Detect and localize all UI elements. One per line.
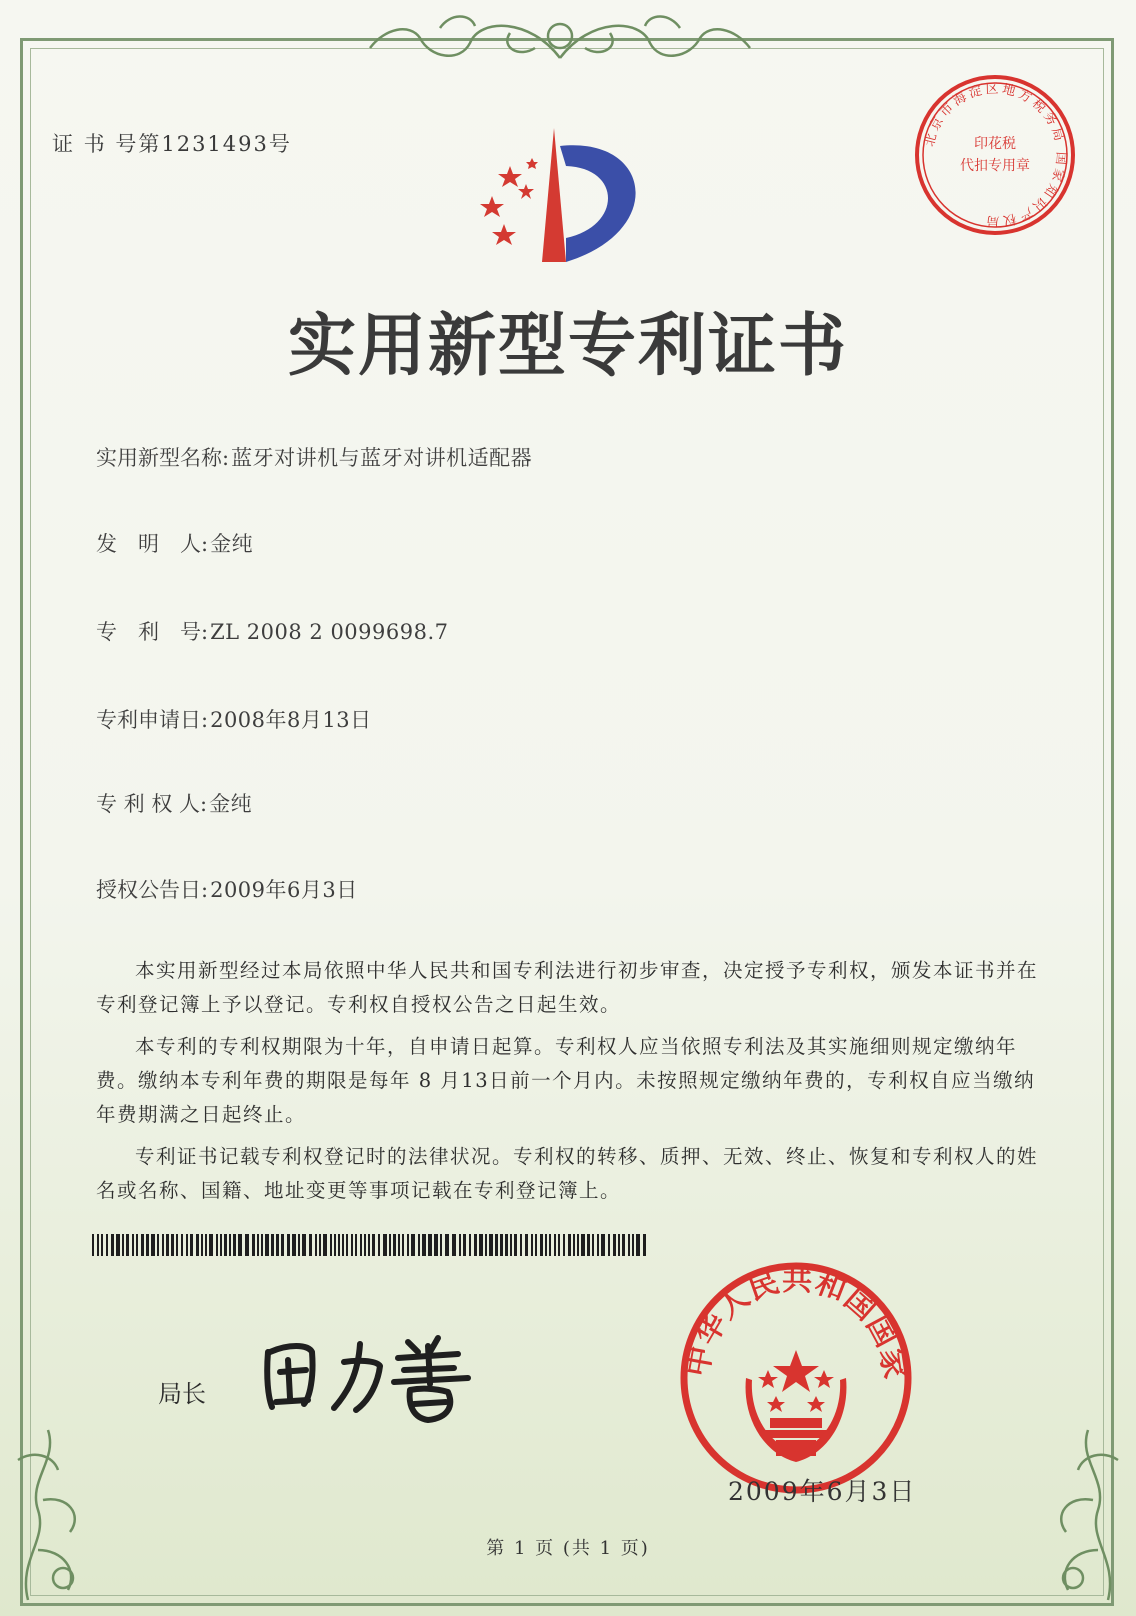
barcode-bar — [393, 1234, 396, 1256]
field-label: 发 明 人: — [96, 532, 209, 556]
barcode-bar — [422, 1234, 426, 1256]
barcode-bar — [485, 1234, 487, 1256]
barcode-bar — [520, 1234, 522, 1256]
barcode-bar — [216, 1234, 218, 1256]
barcode-bar — [116, 1234, 120, 1256]
barcode-bar — [573, 1234, 575, 1256]
barcode-bar — [111, 1234, 114, 1256]
barcode-bar — [474, 1234, 477, 1256]
barcode-bar — [469, 1234, 471, 1256]
barcode-bar — [445, 1234, 449, 1256]
barcode-bar — [622, 1234, 625, 1256]
barcode-bar — [252, 1234, 255, 1256]
field-label: 专 利 权 人: — [96, 792, 208, 816]
barcode-bar — [319, 1234, 321, 1256]
tax-stamp-ring-text: 北京市海淀区地方税务局 国家知识产权局 — [922, 81, 1069, 229]
director-signature — [258, 1322, 498, 1436]
barcode-bar — [238, 1234, 242, 1256]
barcode-bar — [224, 1234, 227, 1256]
barcode-bar — [355, 1234, 357, 1256]
barcode-bar — [389, 1234, 391, 1256]
barcode-bar — [368, 1234, 370, 1256]
barcode-bar — [383, 1234, 387, 1256]
field-utility-model-name — [96, 442, 532, 472]
patent-office-seal — [676, 1258, 916, 1502]
field-label: 专利申请日: — [96, 708, 209, 732]
office-seal-ring-text: 中华人民共和国国家 — [680, 1262, 913, 1383]
barcode-bar — [601, 1234, 605, 1256]
barcode-bar — [608, 1234, 610, 1256]
body-paragraph: 专利证书记载专利权登记时的法律状况。专利权的转移、质押、无效、终止、恢复和专利权人的姓名或名称、国籍、地址变更等事项记载在专利登记簿上。 — [96, 1145, 1039, 1202]
barcode-bar — [372, 1234, 375, 1256]
barcode-bar — [265, 1234, 269, 1256]
barcode-bar — [233, 1234, 236, 1256]
barcode-bar — [489, 1234, 493, 1256]
barcode-bar — [342, 1234, 344, 1256]
barcode-bar — [428, 1234, 432, 1256]
barcode — [92, 1234, 652, 1260]
certificate-number: 证 书 号第1231493号 — [52, 132, 292, 156]
field-value: ZL 2008 2 0099698.7 — [210, 620, 449, 644]
certificate-title: 实用新型专利证书 — [287, 306, 848, 386]
barcode-bar — [151, 1234, 155, 1256]
barcode-bar — [281, 1234, 284, 1256]
barcode-bar — [141, 1234, 144, 1256]
barcode-bar — [209, 1234, 213, 1256]
barcode-bar — [287, 1234, 290, 1256]
barcode-bar — [618, 1234, 620, 1256]
barcode-bar — [632, 1234, 634, 1256]
barcode-bar — [597, 1234, 599, 1256]
body-paragraph: 本实用新型经过本局依照中华人民共和国专利法进行初步审查，决定授予专利权，颁发本证书并在专利登记簿上予以登记。专利权自授权公告之日起生效。 — [96, 959, 1039, 1016]
barcode-bar — [245, 1234, 249, 1256]
barcode-bar — [181, 1234, 183, 1256]
barcode-bar — [205, 1234, 207, 1256]
barcode-bar — [463, 1234, 466, 1256]
barcode-bar — [126, 1234, 129, 1256]
barcode-bar — [525, 1234, 528, 1256]
barcode-bar — [613, 1234, 616, 1256]
barcode-bar — [276, 1234, 279, 1256]
tax-stamp-line-1: 印花税 — [974, 136, 1016, 152]
barcode-bar — [176, 1234, 178, 1256]
barcode-bar — [186, 1234, 188, 1256]
barcode-bar — [479, 1234, 483, 1256]
field-label: 授权公告日: — [96, 878, 209, 902]
barcode-bar — [459, 1234, 461, 1256]
barcode-bar — [196, 1234, 199, 1256]
barcode-bar — [378, 1234, 380, 1256]
barcode-bar — [162, 1234, 164, 1256]
barcode-bar — [136, 1234, 138, 1256]
barcode-bar — [549, 1234, 551, 1256]
barcode-bar — [292, 1234, 296, 1256]
barcode-bar — [201, 1234, 203, 1256]
bottom-right-ornament — [1018, 1400, 1128, 1610]
barcode-bar — [407, 1234, 409, 1256]
barcode-bar — [587, 1234, 590, 1256]
barcode-bar — [330, 1234, 332, 1256]
national-emblem-icon — [746, 1350, 847, 1462]
barcode-bar — [514, 1234, 517, 1256]
barcode-bar — [500, 1234, 503, 1256]
barcode-bar — [106, 1234, 108, 1256]
barcode-bar — [568, 1234, 571, 1256]
field-value: 金纯 — [210, 532, 254, 556]
barcode-bar — [510, 1234, 512, 1256]
barcode-bar — [434, 1234, 438, 1256]
barcode-bar — [302, 1234, 306, 1256]
top-ornament — [360, 8, 760, 68]
barcode-bar — [411, 1234, 415, 1256]
barcode-bar — [261, 1234, 263, 1256]
field-value: 2009年6月3日 — [210, 878, 358, 902]
barcode-bar — [157, 1234, 159, 1256]
field-application-date — [96, 704, 372, 734]
field-label: 实用新型名称: — [96, 446, 230, 470]
barcode-bar — [309, 1234, 312, 1256]
barcode-bar — [540, 1234, 543, 1256]
barcode-bar — [229, 1234, 231, 1256]
barcode-bar — [323, 1234, 327, 1256]
barcode-bar — [505, 1234, 508, 1256]
tax-stamp-seal — [910, 70, 1080, 244]
barcode-bar — [338, 1234, 340, 1256]
barcode-bar — [495, 1234, 498, 1256]
barcode-bar — [315, 1234, 317, 1256]
field-value: 蓝牙对讲机与蓝牙对讲机适配器 — [231, 446, 533, 470]
barcode-bar — [558, 1234, 560, 1256]
barcode-bar — [220, 1234, 222, 1256]
barcode-bar — [171, 1234, 174, 1256]
barcode-bar — [592, 1234, 594, 1256]
barcode-bar — [351, 1234, 353, 1256]
barcode-bar — [271, 1234, 274, 1256]
barcode-bar — [257, 1234, 259, 1256]
barcode-bar — [97, 1234, 99, 1256]
inner-border — [30, 48, 1104, 1596]
barcode-bar — [360, 1234, 362, 1256]
barcode-bar — [146, 1234, 149, 1256]
field-value: 2008年8月13日 — [210, 708, 372, 732]
barcode-bar — [398, 1234, 400, 1256]
barcode-bar — [554, 1234, 556, 1256]
tax-stamp-line-2: 代扣专用章 — [960, 158, 1030, 174]
issue-date: 2009年6月3日 — [728, 1477, 917, 1506]
bottom-left-ornament — [8, 1400, 118, 1610]
barcode-bar — [535, 1234, 537, 1256]
barcode-bar — [545, 1234, 547, 1256]
barcode-bar — [132, 1234, 134, 1256]
barcode-bar — [636, 1234, 640, 1256]
field-patent-number — [96, 616, 449, 646]
barcode-bar — [531, 1234, 533, 1256]
certificate-body — [96, 954, 1040, 1216]
barcode-bar — [643, 1234, 646, 1256]
barcode-bar — [581, 1234, 585, 1256]
barcode-bar — [440, 1234, 442, 1256]
body-paragraph: 本专利的专利权期限为十年，自申请日起算。专利权人应当依照专利法及其实施细则规定缴纳年费。缴纳本专利年费的期限是每年 8 月13日前一个月内。未按照规定缴纳年费的，专利权自应当缴纳年费期满之日起终止。 — [96, 1035, 1036, 1126]
barcode-bar — [418, 1234, 420, 1256]
barcode-bar — [628, 1234, 630, 1256]
field-label: 专 利 号: — [96, 620, 209, 644]
barcode-bar — [166, 1234, 169, 1256]
field-patentee — [96, 788, 252, 818]
barcode-bar — [298, 1234, 300, 1256]
director-label: 局长 — [158, 1380, 206, 1408]
barcode-bar — [101, 1234, 103, 1256]
barcode-bar — [190, 1234, 193, 1256]
barcode-bar — [92, 1234, 94, 1256]
barcode-bar — [452, 1234, 456, 1256]
patent-office-emblem-icon — [462, 126, 672, 280]
field-grant-date — [96, 874, 358, 904]
barcode-bar — [577, 1234, 579, 1256]
page-footer: 第 1 页 (共 1 页) — [486, 1538, 650, 1559]
barcode-bar — [334, 1234, 336, 1256]
barcode-bar — [122, 1234, 124, 1256]
barcode-bar — [346, 1234, 348, 1256]
field-inventor — [96, 528, 253, 558]
field-value: 金纯 — [209, 792, 253, 816]
barcode-bar — [563, 1234, 565, 1256]
barcode-bar — [402, 1234, 404, 1256]
barcode-bar — [364, 1234, 366, 1256]
